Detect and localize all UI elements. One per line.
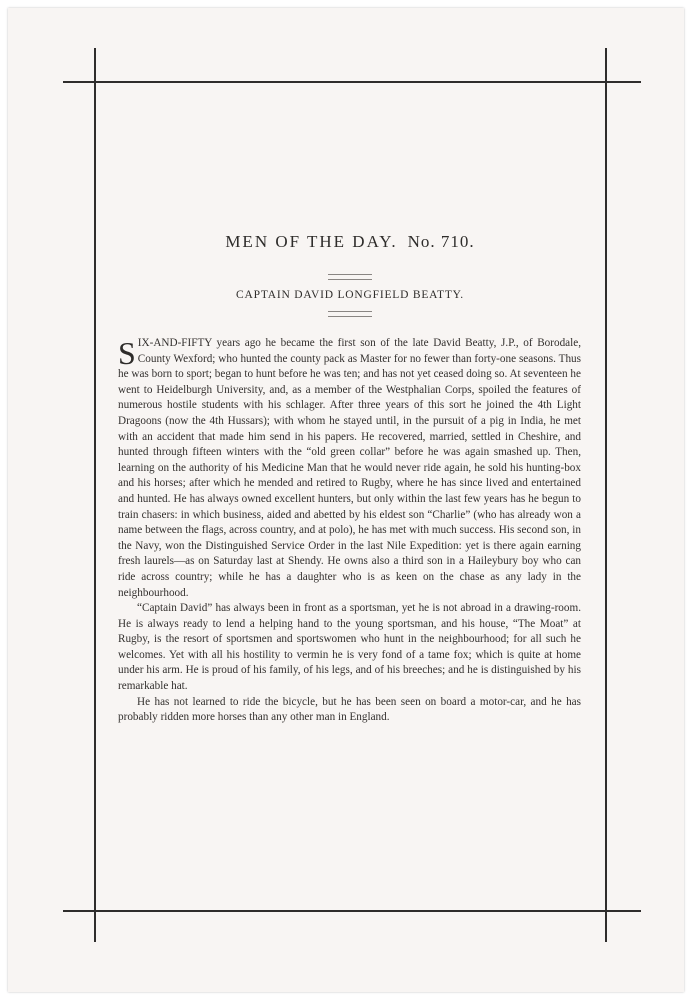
page-title <box>120 232 580 252</box>
paragraph-2: “Captain David” has always been in front as a sportsman, yet he is not abroad in a drawing-room. He is always ready to lend a helping hand to the young sportsman, and his house, “The Moat” at Rugby, is the resort of sportsmen and sportswomen who hunt in the neighbourhood; for all such he welcomes. Yet with all his hostility to vermin he is very fond of a tame fox; which is quite at home under his arm. He is proud of his family, of his legs, and of his breeches; and he is distinguished by his remarkable hat. <box>118 602 581 693</box>
left-border-rule <box>94 48 96 942</box>
paragraph-1 <box>118 336 581 601</box>
drop-cap: S <box>118 335 136 371</box>
title-divider <box>328 274 372 280</box>
right-border-rule <box>605 48 607 942</box>
subtitle-divider <box>328 311 372 317</box>
bottom-border-rule <box>63 910 641 912</box>
issue-number: No. 710. <box>407 232 475 251</box>
paragraph-1-text: IX-AND-FIFTY years ago he became the first son of the late David Beatty, J.P., of Borodale, County Wexford; who hunted the county pack as Master for no fewer than forty-one seasons. Thus he was born to sport; began to hunt before he was ten; and has not yet ceased doing so. At seventeen he went to Heidelburgh University, and, as a member of the Westphalian Corps, spoiled the features of numerous hostile students with his schlager. After three years of this sort he joined the 4th Light Dragoons (now the 4th Hussars); with whom he stayed until, in the pursuit of a pig in India, he met with an accident that made him send in his papers. He recovered, married, settled in Cheshire, and hunted through fifteen winters with the “old green collar” before he was again smashed up. Then, learning on the authority of his Medicine Man that he would never ride again, he sold his hunting-box and his horses; after which he mended and retired to Rugby, where he has since lived and entertained and hunted. He has always owned excellent hunters, but only within the last few years has he begun to train chasers: in which business, aided and abetted by his eldest son “Charlie” (who has already won a name between the flags, across country, and at polo), he has met with much success. His second son, in the Navy, won the Distinguished Service Order in the last Nile Expedition: yet is there again earning fresh laurels—as on Saturday last at Shendy. He owns also a third son in a Haileybury boy who can ride across country; while he has a daughter who is as keen on the chase as any lady in the neighbourhood. <box>118 337 581 599</box>
article-body <box>118 336 581 726</box>
paragraph-3: He has not learned to ride the bicycle, but he has been seen on board a motor-car, and he has probably ridden more horses than any other man in England. <box>118 695 581 724</box>
title-text: MEN OF THE DAY. <box>225 232 398 251</box>
top-border-rule <box>63 81 641 83</box>
article-subtitle: CAPTAIN DAVID LONGFIELD BEATTY. <box>236 289 464 301</box>
